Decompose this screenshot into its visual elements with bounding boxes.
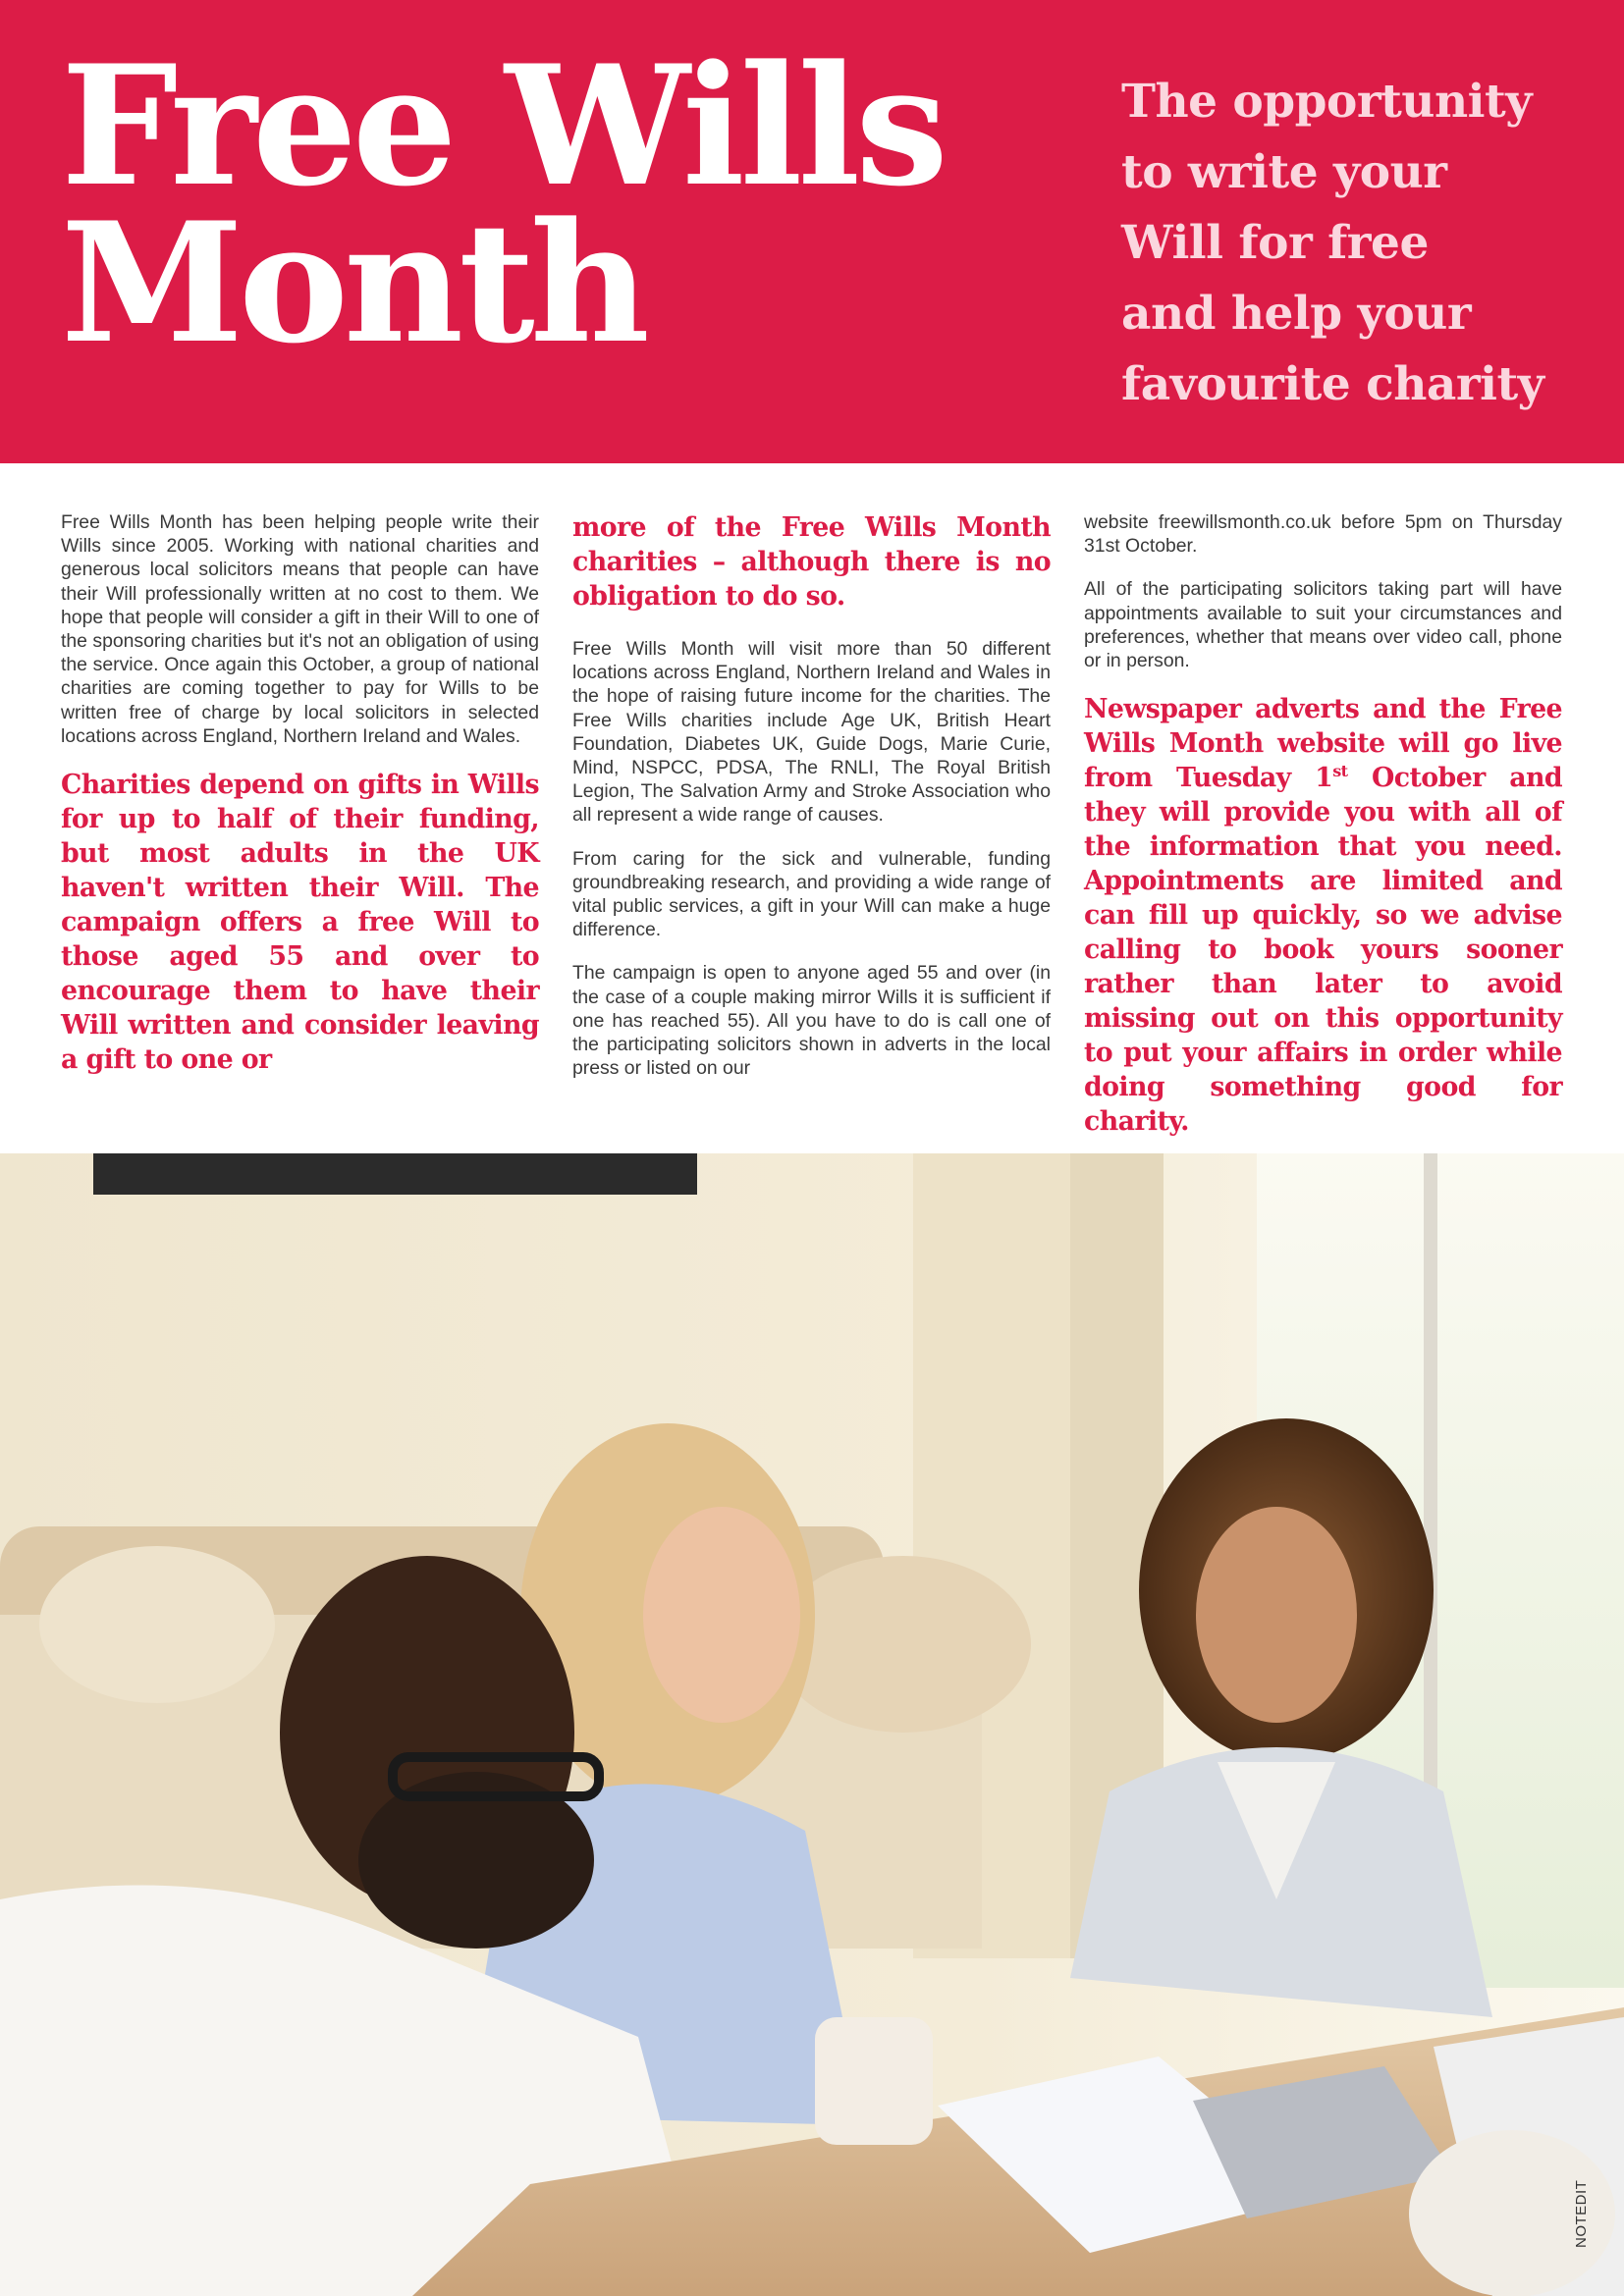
body-paragraph: The campaign is open to anyone aged 55 and over (in the case of a couple making mirror Wills it is sufficient if one has reached 55). All you have to do is call one of the participating solicitors shown in adverts in the local press or listed on our (572, 962, 1051, 1080)
tagline-line-1: The opportunity (1121, 75, 1533, 129)
callout-text: Charities depend on gifts in Wills for up to half of their funding, but most adults in the UK haven't written their Will. The campaign offers a free Will to those aged 55 and over to encourage them to have their Will written and consider leaving a gift to one or (61, 770, 539, 1076)
body-paragraph: Free Wills Month has been helping people write their Wills since 2005. Working with national charities and generous local solicitors means that people can have their Will professionally written at no cost to them. We hope that people will consider a gift in their Will to one of the sponsoring charities but it's not an obligation of using the service. Once again this October, a group of national charities are coming together to pay for Wills to be written free of charge by local solicitors in selected locations across England, Northern Ireland and Wales. (61, 511, 539, 747)
cushion (776, 1556, 1031, 1733)
mug (815, 2017, 933, 2145)
article-column-3 (1084, 510, 1562, 1162)
consultation-photo (0, 1153, 1624, 2296)
tagline (1121, 67, 1593, 420)
callout-part: Newspaper adverts and the Free Wills Month website will go live from Tuesday 1 (1084, 694, 1562, 794)
photo-credit: NOTEDIT (1573, 2179, 1590, 2248)
photo-illustration (0, 1153, 1624, 2296)
body-paragraph: From caring for the sick and vulnerable, funding groundbreaking research, and providing a wide range of vital public services, a gift in your Will can make a huge difference. (572, 847, 1051, 941)
face (1196, 1507, 1357, 1723)
face (643, 1507, 800, 1723)
tagline-line-3: Will for free (1121, 216, 1429, 270)
body-paragraph: Free Wills Month will visit more than 50 different locations across England, Northern Ireland and Wales in the hope of raising future income for the charities. The Free Wills charities include Age UK, British Heart Foundation, Diabetes UK, Guide Dogs, Marie Curie, Mind, NSPCC, PDSA, The RNLI, The Royal British Legion, The Salvation Army and Stroke Association who all represent a wide range of causes. (572, 638, 1051, 827)
tagline-line-5: favourite charity (1121, 357, 1544, 411)
article-column-2 (572, 510, 1051, 1099)
body-paragraph: website freewillsmonth.co.uk before 5pm on Thursday 31st October. (1084, 511, 1562, 558)
tagline-line-2: to write your (1121, 145, 1447, 199)
header-banner (0, 0, 1624, 463)
title-line-1: Free Wills (61, 28, 944, 223)
ordinal-suffix: st (1332, 762, 1348, 781)
callout-part: October and they will provide you with all of the information that you need. Appointments are limited and can fill up quickly, so we advise calling to book yours sooner rather than later to avoid missing out on this opportunity to put your affairs in order while doing something good for charity. (1084, 763, 1562, 1138)
body-paragraph: All of the participating solicitors taking part will have appointments available to suit your circumstances and preferences, whether that means over video call, phone or in person. (1084, 578, 1562, 672)
title-line-2: Month (61, 186, 645, 380)
cushion (39, 1546, 275, 1703)
television (93, 1153, 697, 1195)
callout-text (1084, 692, 1562, 1139)
page-title (61, 28, 1102, 380)
callout-text: more of the Free Wills Month charities – although there is no obligation to do so. (572, 512, 1051, 612)
article-column-1 (61, 510, 539, 1100)
tagline-line-4: and help your (1121, 287, 1472, 341)
